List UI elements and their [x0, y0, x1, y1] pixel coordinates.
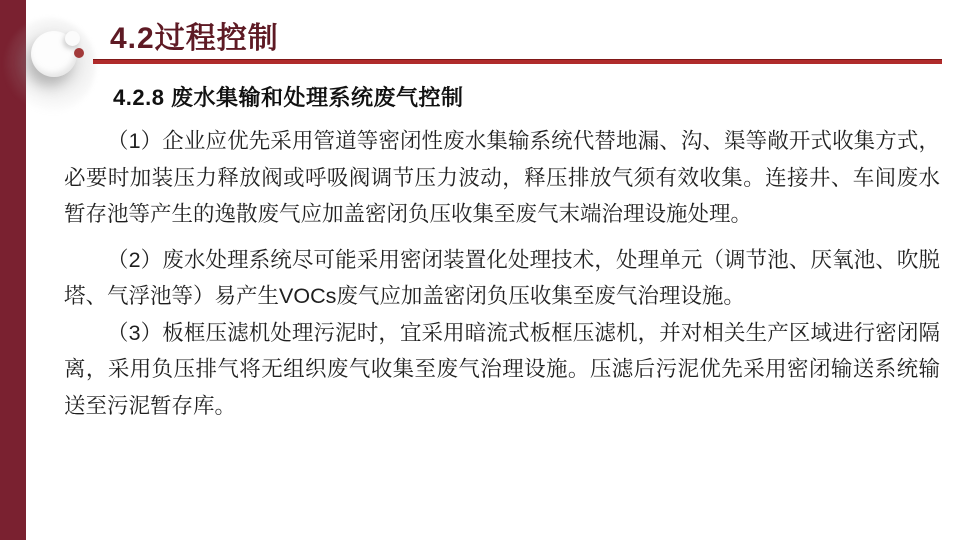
paragraph-3: （3）板框压滤机处理污泥时，宜采用暗流式板框压滤机，并对相关生产区域进行密闭隔离，采用负压排气将无组织废气收集至废气治理设施。压滤后污泥优先采用密闭输送系统输送至污泥暂存库。	[64, 320, 940, 418]
section-title: 4.2过程控制	[110, 22, 279, 55]
clause-heading: 4.2.8 废水集输和处理系统废气控制	[113, 85, 464, 110]
body-text-block	[64, 123, 940, 424]
paragraph-2: （2）废水处理系统尽可能采用密闭装置化处理技术，处理单元（调节池、厌氧池、吹脱塔、气浮池等）易产生VOCs废气应加盖密闭负压收集至废气治理设施。	[64, 247, 940, 308]
title-divider-line	[93, 59, 942, 64]
decorative-red-dot	[74, 48, 84, 58]
paragraph-1: （1）企业应优先采用管道等密闭性废水集输系统代替地漏、沟、渠等敞开式收集方式，必要时加装压力释放阀或呼吸阀调节压力波动，释压排放气须有效收集。连接井、车间废水暂存池等产生的逸散废气应加盖密闭负压收集至废气末端治理设施处理。	[64, 129, 940, 226]
decorative-circle-small	[65, 31, 80, 46]
